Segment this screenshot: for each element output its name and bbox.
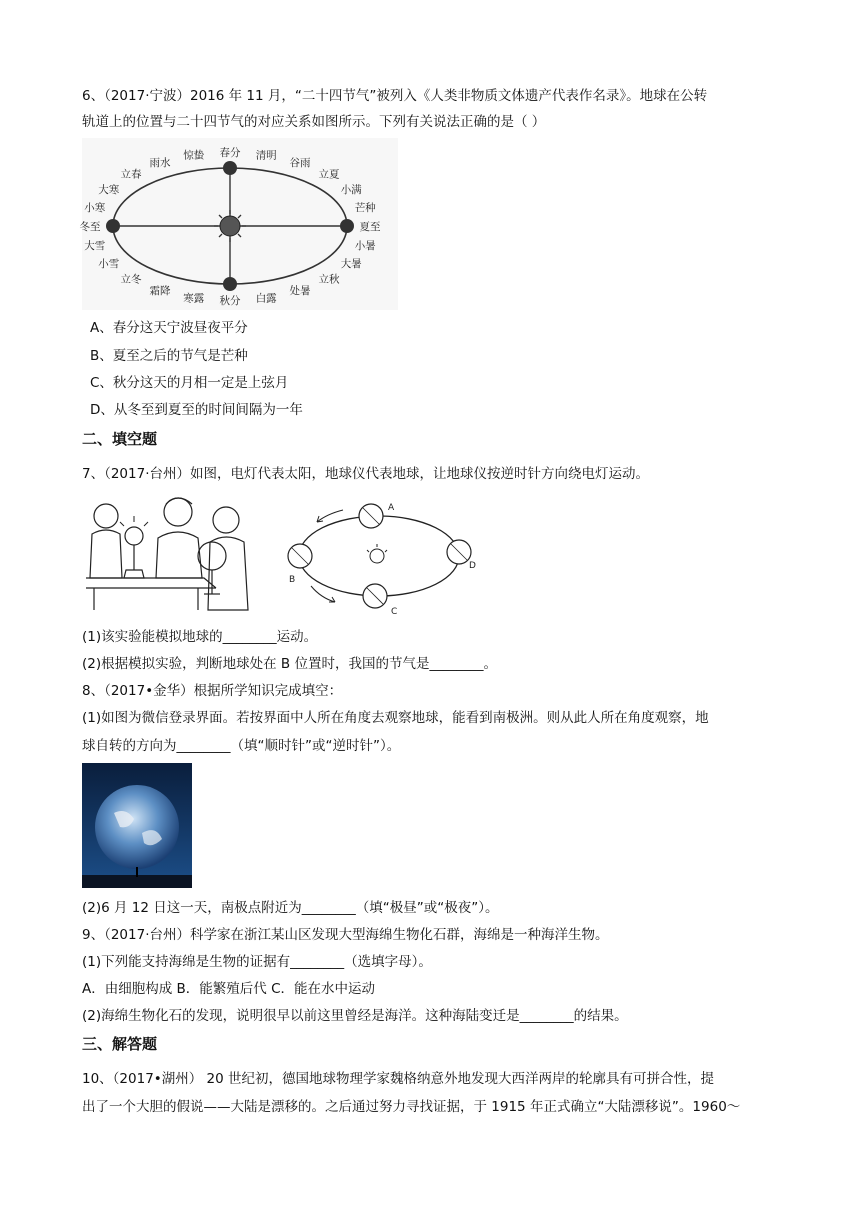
q6-option-b: B、夏至之后的节气是芒种 xyxy=(90,348,248,364)
earth-position-winter xyxy=(106,219,120,233)
earth-globe xyxy=(95,785,179,869)
section-heading-fill-blank: 二、填空题 xyxy=(82,430,158,448)
solar-term-label: 处暑 xyxy=(289,285,311,298)
classroom-experiment-illustration xyxy=(86,494,250,612)
earth-revolution-diagram xyxy=(283,494,483,616)
solar-term-label: 芒种 xyxy=(354,201,376,214)
q8-stem: 8、（2017•金华）根据所学知识完成填空： xyxy=(82,683,343,699)
solar-term-label: 小寒 xyxy=(84,201,106,214)
q8-part1-line2: 球自转的方向为________（填“顺时针”或“逆时针”）。 xyxy=(82,738,401,754)
q9-stem: 9、（2017·台州）科学家在浙江某山区发现大型海绵生物化石群，海绵是一种海洋生物。 xyxy=(82,927,609,943)
label-d: D xyxy=(469,561,476,571)
solar-term-label: 小满 xyxy=(340,184,362,196)
label-b: B xyxy=(289,575,296,585)
solar-term-label: 春分 xyxy=(219,147,241,159)
solar-term-label: 谷雨 xyxy=(289,156,311,169)
q6-stem-line1: 6、（2017·宁波）2016 年 11 月，“二十四节气”被列入《人类非物质文体遗产代表作名录》。地球在公转 xyxy=(82,88,708,104)
q6-stem-line2: 轨道上的位置与二十四节气的对应关系如图所示。下列有关说法正确的是（ ） xyxy=(82,114,546,130)
q9-part1: (1)下列能支持海绵是生物的证据有________（选填字母）。 xyxy=(82,954,432,970)
solar-term-label: 清明 xyxy=(255,149,277,162)
solar-terms-orbit-diagram xyxy=(79,138,398,310)
q7-stem: 7、（2017·台州）如图，电灯代表太阳，地球仪代表地球，让地球仪按逆时针方向绕电灯运动。 xyxy=(82,466,649,482)
solar-term-label: 雨水 xyxy=(149,156,171,169)
solar-term-label: 夏至 xyxy=(359,221,381,233)
solar-term-label: 寒露 xyxy=(183,292,205,305)
earth-position-autumn xyxy=(223,161,237,175)
lamp-sun-icon xyxy=(367,544,387,563)
label-a: A xyxy=(388,503,395,513)
q6-option-d: D、从冬至到夏至的时间间隔为一年 xyxy=(90,402,303,418)
wechat-login-earth-image xyxy=(82,763,192,888)
solar-term-label: 立秋 xyxy=(318,273,340,286)
q9-part2: (2)海绵生物化石的发现，说明很早以前这里曾经是海洋。这种海陆变迁是________的结果。 xyxy=(82,1008,628,1024)
solar-term-label: 惊蛰 xyxy=(183,149,205,162)
solar-term-label: 立冬 xyxy=(120,273,142,286)
solar-term-label: 大雪 xyxy=(84,240,106,253)
solar-term-label: 立夏 xyxy=(318,168,340,181)
q10-line1: 10、（2017•湖州） 20 世纪初，德国地球物理学家魏格纳意外地发现大西洋两岸的轮廓具有可拼合性，提 xyxy=(82,1071,715,1087)
q8-part1-line1: (1)如图为微信登录界面。若按界面中人所在角度去观察地球，能看到南极洲。则从此人所在角度观察，地 xyxy=(82,710,709,726)
solar-term-label: 大寒 xyxy=(98,184,120,196)
q9-choices: A．由细胞构成 B．能繁殖后代 C．能在水中运动 xyxy=(82,981,376,997)
earth-position-summer xyxy=(340,219,354,233)
q6-option-a: A、春分这天宁波昼夜平分 xyxy=(90,320,248,336)
solar-term-label: 小雪 xyxy=(98,258,120,270)
q10-line2: 出了一个大胆的假说——大陆是漂移的。之后通过努力寻找证据，于 1915 年正式确立“大陆漂移说”。1960～ xyxy=(82,1099,741,1115)
section-heading-answer: 三、解答题 xyxy=(82,1035,158,1053)
solar-term-label: 大暑 xyxy=(340,258,362,270)
q7-part1: (1)该实验能模拟地球的________运动。 xyxy=(82,629,318,645)
solar-term-label: 秋分 xyxy=(219,295,241,307)
solar-term-label: 白露 xyxy=(255,292,277,305)
earth-position-spring xyxy=(223,277,237,291)
solar-term-label: 立春 xyxy=(120,168,142,181)
orbit-ellipse xyxy=(299,516,459,596)
q8-part2: (2)6 月 12 日这一天，南极点附近为________（填“极昼”或“极夜”）。 xyxy=(82,900,499,916)
solar-term-label: 冬至 xyxy=(79,221,101,233)
solar-term-label: 小暑 xyxy=(354,240,376,253)
q7-part2: (2)根据模拟实验，判断地球处在 B 位置时，我国的节气是________。 xyxy=(82,656,497,672)
label-c: C xyxy=(391,607,398,617)
q6-option-c: C、秋分这天的月相一定是上弦月 xyxy=(90,375,289,391)
solar-term-label: 霜降 xyxy=(149,285,171,298)
